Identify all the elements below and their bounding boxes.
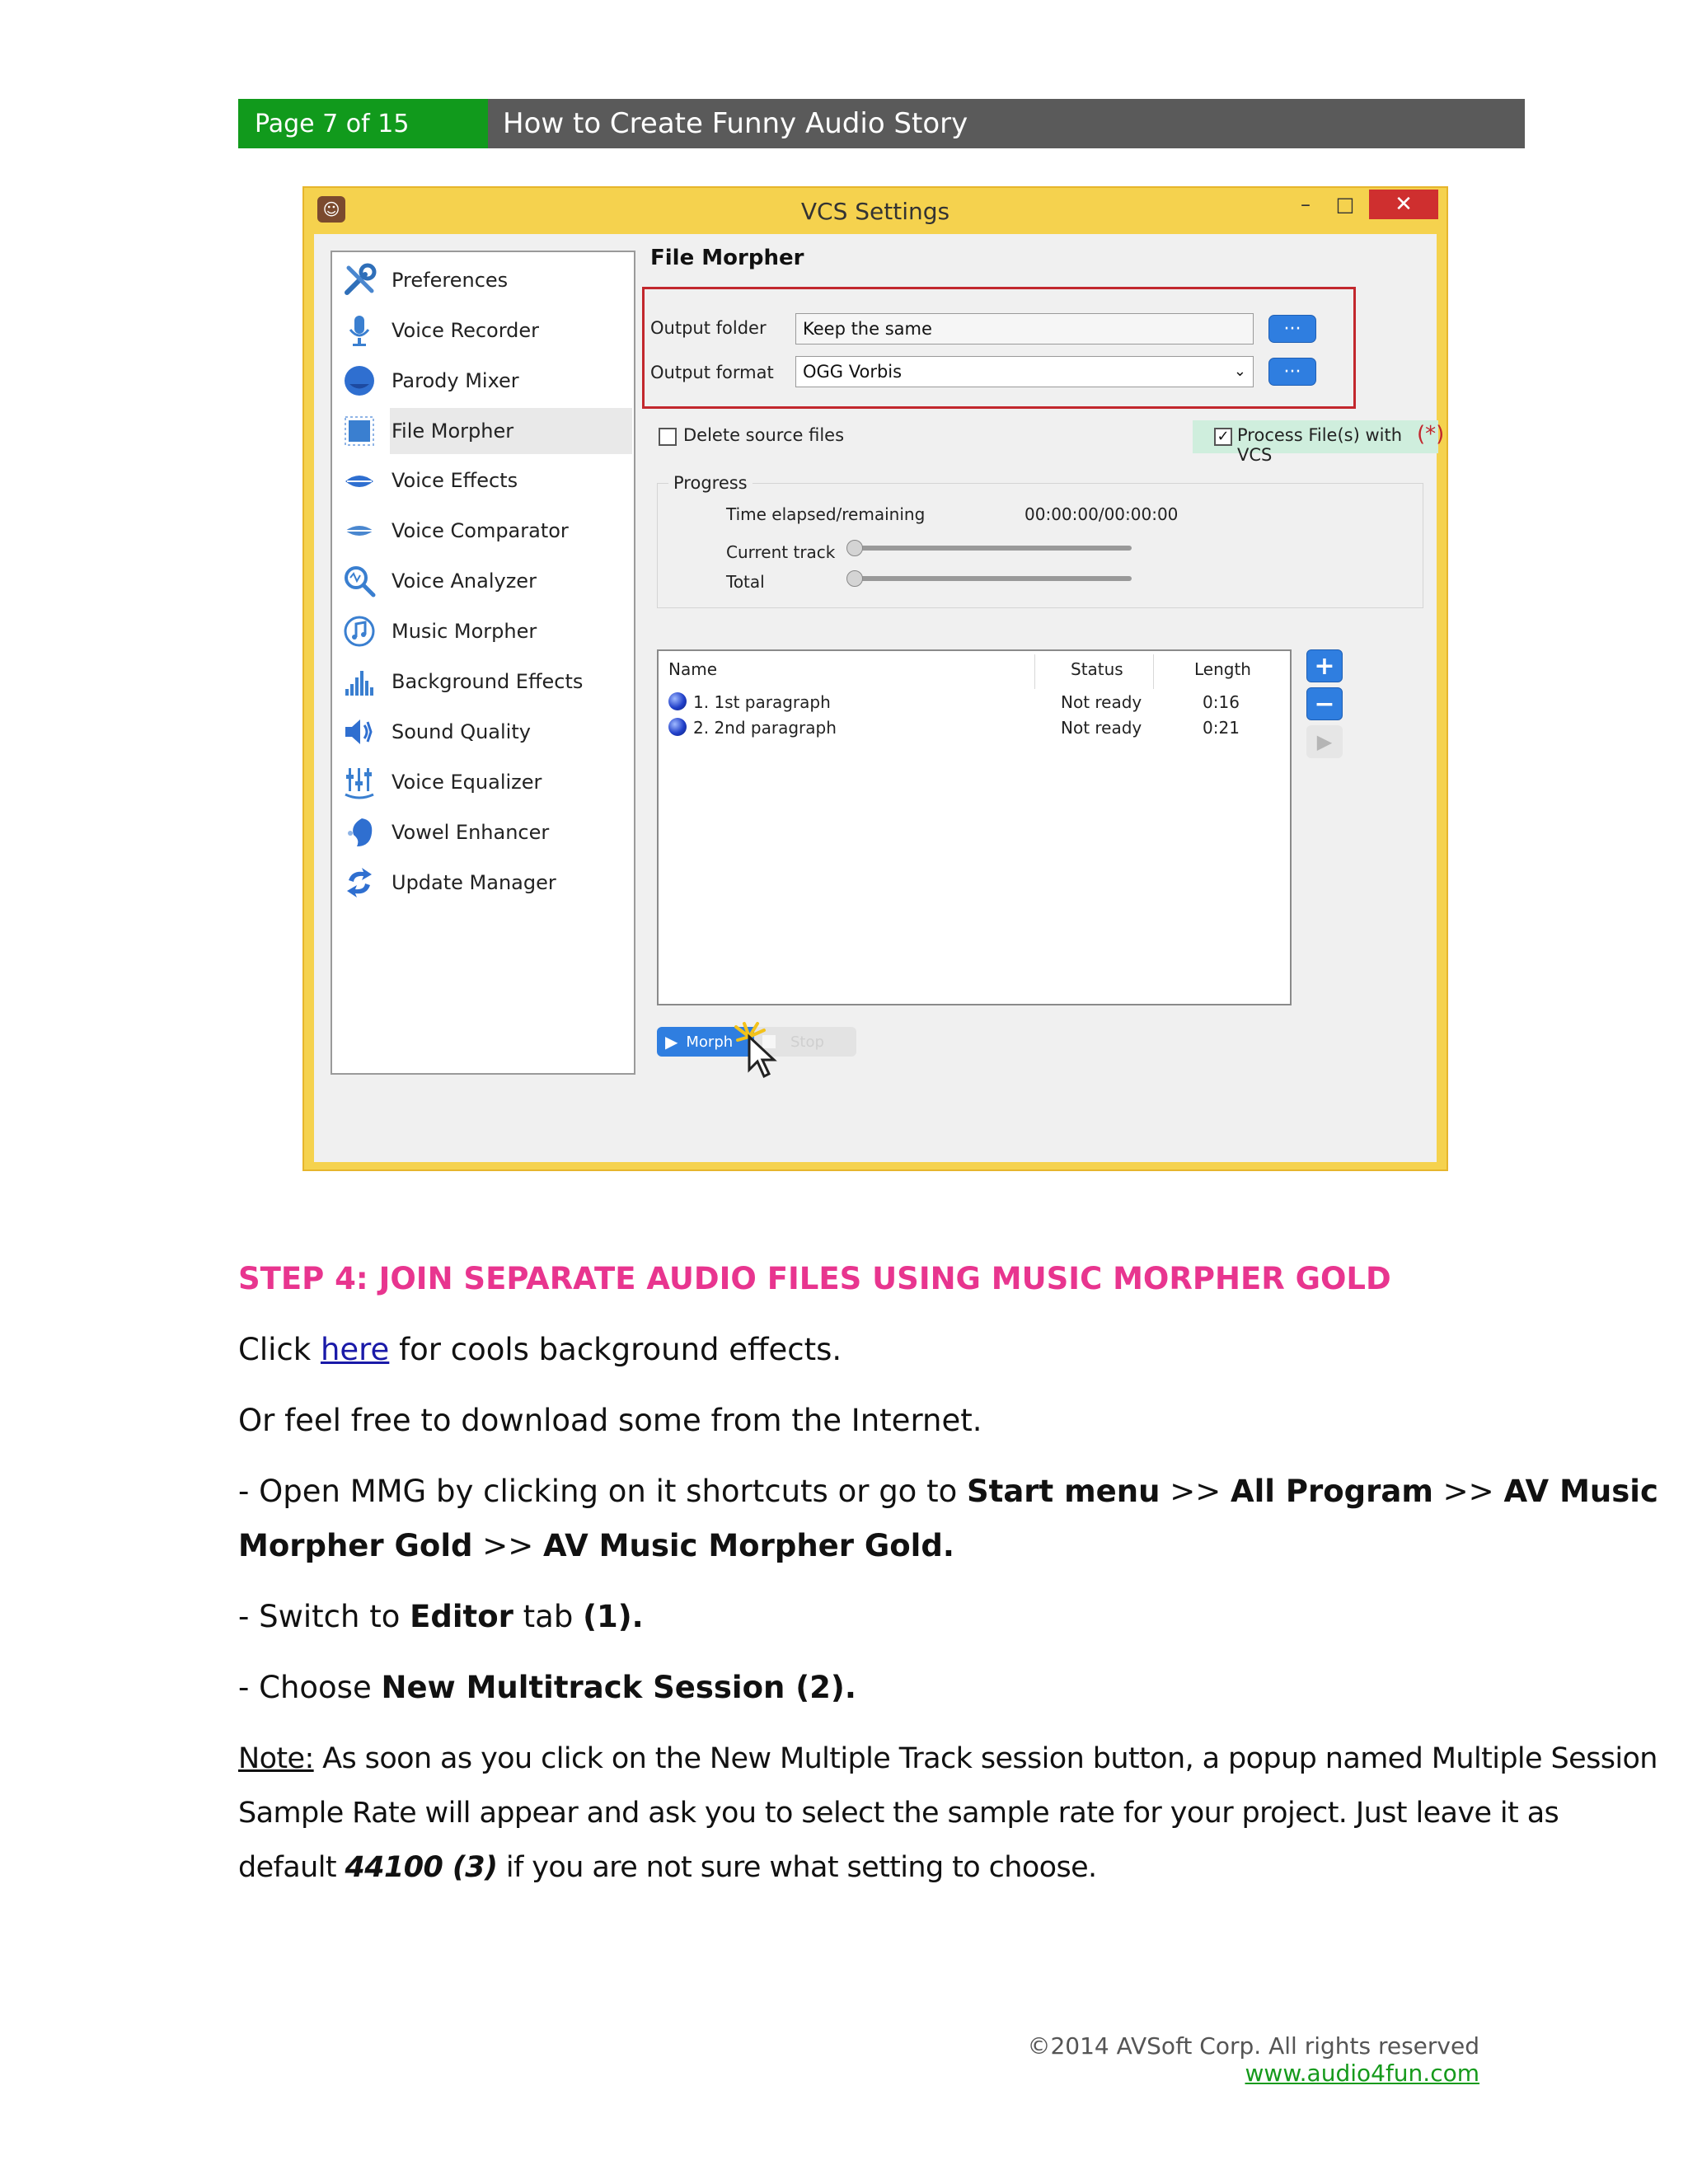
sidebar-item-label: Background Effects: [392, 670, 584, 693]
refresh-icon: [340, 864, 378, 902]
note-label: Note:: [238, 1742, 314, 1775]
paragraph-open-mmg-cont: [238, 1528, 954, 1563]
text: >>: [472, 1528, 544, 1563]
sidebar-item-sound-quality[interactable]: [340, 709, 629, 755]
sidebar-item-label: Music Morpher: [392, 620, 537, 643]
column-divider: [1153, 654, 1154, 689]
progress-group-label: Progress: [668, 473, 753, 493]
app-icon: ☺: [317, 196, 345, 223]
row-2-length: 0:21: [1203, 718, 1240, 738]
microphone-icon: [340, 312, 378, 349]
wrench-icon: [340, 261, 378, 299]
panel-title: File Morpher: [650, 246, 804, 270]
sidebar-item-voice-analyzer[interactable]: [340, 558, 629, 604]
document-title: How to Create Funny Audio Story: [488, 99, 1525, 148]
vcs-settings-window: [302, 186, 1448, 1171]
total-slider[interactable]: [850, 576, 1132, 581]
paragraph-switch-editor: [238, 1599, 644, 1634]
audio-file-icon: [668, 718, 687, 736]
sidebar-item-voice-equalizer[interactable]: [340, 759, 629, 805]
row-1-length: 0:16: [1203, 692, 1240, 712]
sidebar-item-label: Parody Mixer: [392, 369, 519, 392]
bold-text: Start menu: [967, 1474, 1160, 1509]
here-link[interactable]: here: [320, 1332, 390, 1367]
comparator-icon: [340, 512, 378, 550]
output-folder-label: Output folder: [650, 318, 767, 338]
sidebar-item-label: Vowel Enhancer: [392, 821, 550, 844]
sidebar-item-label: Sound Quality: [392, 720, 531, 743]
chevron-down-icon: ⌄: [1233, 363, 1246, 380]
output-folder-browse-button[interactable]: ···: [1268, 315, 1316, 343]
output-format-select[interactable]: [795, 356, 1254, 387]
bold-text: AV Music: [1503, 1474, 1658, 1509]
time-elapsed-value: 00:00:00/00:00:00: [1025, 504, 1179, 524]
delete-source-checkbox[interactable]: [659, 428, 677, 446]
column-divider: [1034, 654, 1035, 689]
text: >>: [1432, 1474, 1504, 1509]
sliders-icon: [340, 763, 378, 801]
play-icon: ▶: [665, 1032, 678, 1052]
sidebar-item-label: File Morpher: [392, 419, 514, 443]
music-note-icon: [340, 612, 378, 650]
sidebar-item-label: Voice Analyzer: [392, 569, 537, 593]
text: - Switch to: [238, 1599, 410, 1634]
bold-text: Editor: [410, 1599, 513, 1634]
sidebar-item-music-morpher[interactable]: [340, 608, 629, 654]
bold-text: 44100 (3): [345, 1851, 498, 1884]
row-1-status: Not ready: [1061, 692, 1142, 712]
vowel-head-icon: [340, 813, 378, 851]
text: Click: [238, 1332, 321, 1367]
highlight-box: [642, 287, 1356, 409]
close-button[interactable]: ✕: [1369, 190, 1438, 219]
sidebar-item-voice-recorder[interactable]: [340, 307, 629, 354]
bold-text: All Program: [1230, 1474, 1433, 1509]
window-title: VCS Settings: [800, 198, 950, 225]
lips-icon: [340, 462, 378, 499]
paragraph-download: Or feel free to download some from the Internet.: [238, 1403, 982, 1438]
paragraph-open-mmg: [238, 1474, 1658, 1509]
sidebar-item-file-morpher[interactable]: [390, 408, 632, 454]
minimize-button[interactable]: –: [1301, 193, 1311, 216]
paragraph-click-here: [238, 1332, 842, 1367]
row-2-status: Not ready: [1061, 718, 1142, 738]
settings-sidebar: [331, 251, 635, 1075]
process-vcs-asterisk: (*): [1417, 422, 1445, 447]
bold-text: AV Music Morpher Gold.: [543, 1528, 954, 1563]
text: - Open MMG by clicking on it shortcuts or go to: [238, 1474, 967, 1509]
analyzer-icon: [340, 562, 378, 600]
sidebar-item-voice-effects[interactable]: [340, 457, 629, 504]
stop-label: Stop: [790, 1033, 824, 1051]
process-vcs-label: Process File(s) with VCS: [1237, 425, 1403, 465]
text: >>: [1160, 1474, 1231, 1509]
paragraph-choose-session: [238, 1670, 856, 1705]
sidebar-item-label: Voice Equalizer: [392, 771, 542, 794]
page-header: [238, 99, 1525, 148]
file-morpher-icon: [340, 412, 378, 450]
current-track-knob[interactable]: [846, 540, 863, 556]
text: default: [238, 1851, 345, 1884]
play-button[interactable]: ▶: [1306, 725, 1343, 758]
copyright-text: ©2014 AVSoft Corp. All rights reserved: [1027, 2032, 1479, 2060]
note-line-1: [238, 1742, 1658, 1775]
page-number: Page 7 of 15: [238, 99, 488, 148]
text: for cools background effects.: [389, 1332, 842, 1367]
row-1-name[interactable]: 1. 1st paragraph: [693, 692, 831, 712]
output-format-options-button[interactable]: ···: [1268, 358, 1316, 386]
process-vcs-checkbox[interactable]: ✓: [1214, 428, 1232, 446]
output-folder-field[interactable]: Keep the same: [795, 313, 1254, 344]
audio-file-icon: [668, 692, 687, 710]
text: - Choose: [238, 1670, 382, 1705]
text: if you are not sure what setting to choose.: [497, 1851, 1097, 1884]
sidebar-item-label: Voice Comparator: [392, 519, 569, 542]
output-format-value: OGG Vorbis: [803, 362, 903, 382]
sidebar-item-label: Voice Effects: [392, 469, 518, 492]
click-cursor-icon: [733, 1020, 790, 1086]
add-file-button[interactable]: +: [1306, 649, 1343, 682]
sidebar-item-background-effects[interactable]: [340, 658, 629, 705]
sidebar-item-parody-mixer[interactable]: [340, 358, 629, 404]
window-client-area: [314, 234, 1445, 1162]
bold-text: Morpher Gold: [238, 1528, 473, 1563]
total-knob[interactable]: [846, 570, 863, 587]
remove-file-button[interactable]: −: [1306, 687, 1343, 720]
note-line-2: Sample Rate will appear and ask you to select the sample rate for your project. Just leave it as: [238, 1797, 1559, 1830]
current-track-label: Current track: [726, 542, 836, 562]
speaker-icon: [340, 713, 378, 751]
file-list[interactable]: [657, 649, 1292, 1005]
morph-label: Morph: [686, 1033, 734, 1051]
sidebar-item-preferences[interactable]: [340, 257, 629, 303]
equalizer-bars-icon: [340, 663, 378, 701]
column-header-status[interactable]: Status: [1071, 659, 1123, 679]
step-heading: STEP 4: JOIN SEPARATE AUDIO FILES USING MUSIC MORPHER GOLD: [238, 1261, 1391, 1296]
row-2-name[interactable]: 2. 2nd paragraph: [693, 718, 837, 738]
text: As soon as you click on the New Multiple Track session button, a popup named Multiple Session: [313, 1742, 1658, 1775]
sidebar-item-label: Voice Recorder: [392, 319, 540, 342]
note-line-3: [238, 1851, 1097, 1884]
text: tab: [513, 1599, 584, 1634]
column-header-length[interactable]: Length: [1194, 659, 1251, 679]
sidebar-item-vowel-enhancer[interactable]: [340, 809, 629, 855]
column-header-name[interactable]: Name: [668, 659, 718, 679]
maximize-button[interactable]: □: [1335, 193, 1355, 216]
current-track-slider[interactable]: [850, 546, 1132, 551]
output-format-label: Output format: [650, 363, 774, 382]
bold-text: (1).: [583, 1599, 644, 1634]
sidebar-item-voice-comparator[interactable]: [340, 508, 629, 554]
time-elapsed-label: Time elapsed/remaining: [726, 504, 926, 524]
total-label: Total: [726, 572, 765, 592]
delete-source-label: Delete source files: [683, 425, 845, 445]
parody-face-icon: [340, 362, 378, 400]
sidebar-item-update-manager[interactable]: [340, 860, 629, 906]
sidebar-item-label: Update Manager: [392, 871, 556, 894]
website-link[interactable]: www.audio4fun.com: [1245, 2060, 1479, 2087]
sidebar-item-label: Preferences: [392, 269, 509, 292]
window-titlebar: [304, 188, 1447, 234]
bold-text: New Multitrack Session (2).: [381, 1670, 856, 1705]
